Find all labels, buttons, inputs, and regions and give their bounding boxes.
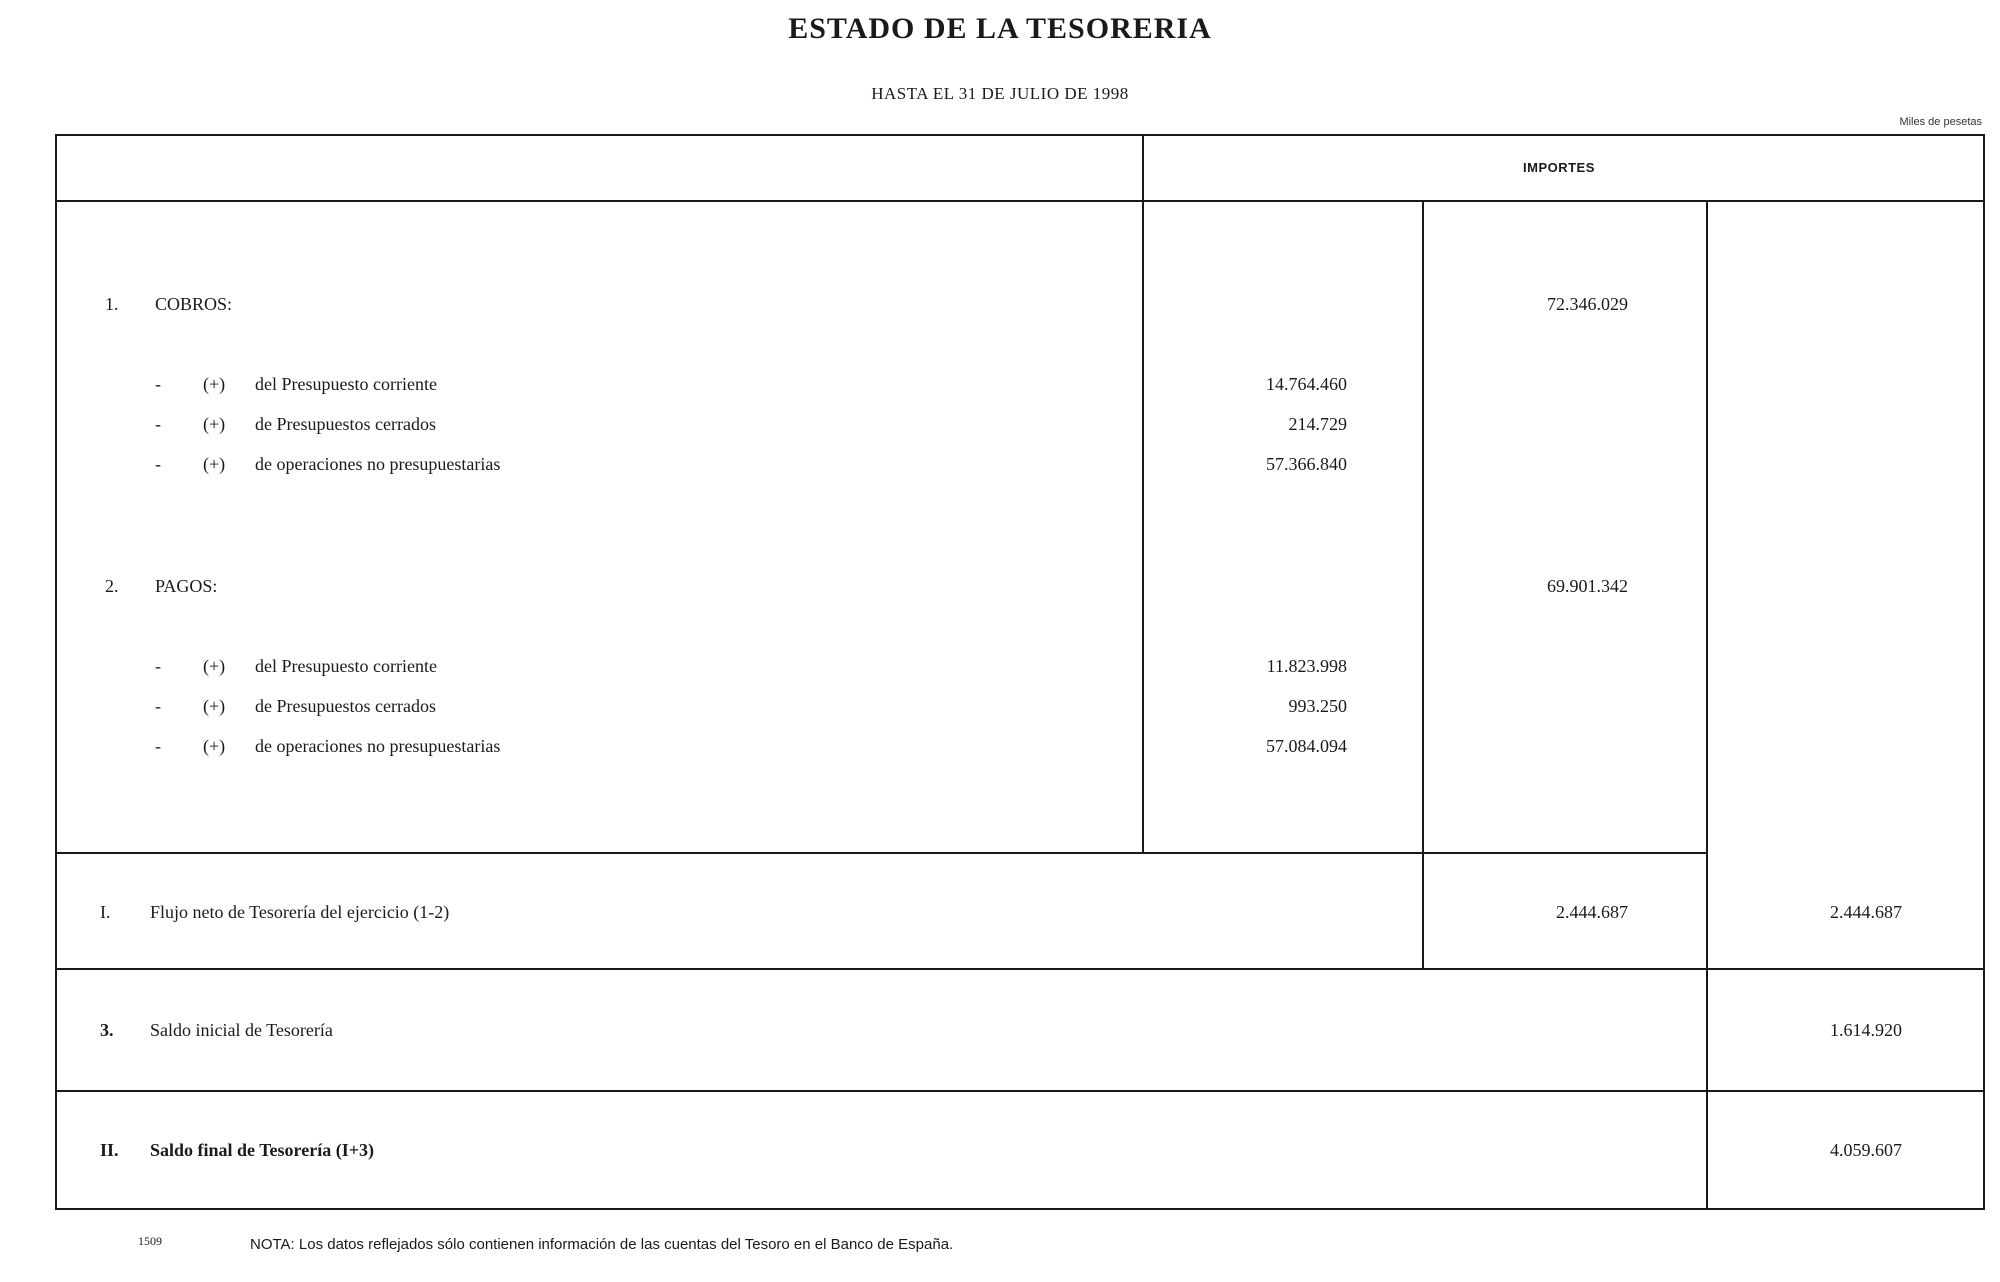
pagos-item-2-dash: - [155, 696, 161, 716]
units-label: Miles de pesetas [1899, 116, 1982, 128]
cobros-item-2-sign: (+) [203, 414, 226, 434]
cobros-item-3-label: de operaciones no presupuestarias [255, 454, 501, 474]
pagos-item-2-sign: (+) [203, 696, 226, 716]
table-top-border [55, 134, 1985, 136]
cobros-item-1-value: 14.764.460 [1266, 374, 1347, 394]
page-number: 1509 [138, 1234, 162, 1248]
label-column-divider [1142, 134, 1144, 852]
saldo-inicial-label: Saldo inicial de Tesorería [150, 1020, 333, 1040]
cobros-item-1-label: del Presupuesto corriente [255, 374, 437, 394]
saldo-inicial-top-border [55, 968, 1985, 970]
table-right-border [1983, 134, 1985, 1210]
cobros-item-3-sign: (+) [203, 454, 226, 474]
pagos-item-2-value: 993.250 [1288, 696, 1347, 716]
pagos-item-2-label: de Presupuestos cerrados [255, 696, 436, 716]
pagos-item-3-dash: - [155, 736, 161, 756]
pagos-total: 69.901.342 [1547, 576, 1628, 596]
saldo-inicial-value: 1.614.920 [1830, 1020, 1902, 1040]
flujo-value-mid: 2.444.687 [1556, 902, 1628, 922]
pagos-item-1-dash: - [155, 656, 161, 676]
cobros-item-3-value: 57.366.840 [1266, 454, 1347, 474]
cobros-total: 72.346.029 [1547, 294, 1628, 314]
saldo-final-top-border [55, 1090, 1985, 1092]
cobros-number: 1. [105, 294, 119, 314]
flujo-value-right: 2.444.687 [1830, 902, 1902, 922]
pagos-item-1-sign: (+) [203, 656, 226, 676]
flujo-label: Flujo neto de Tesorería del ejercicio (1-2) [150, 902, 450, 922]
footnote: NOTA: Los datos reflejados sólo contienen información de las cuentas del Tesoro en el Banco de España. [250, 1236, 954, 1253]
flujo-number: I. [100, 902, 111, 922]
cobros-item-1-sign: (+) [203, 374, 226, 394]
pagos-item-3-label: de operaciones no presupuestarias [255, 736, 501, 756]
cobros-item-2-label: de Presupuestos cerrados [255, 414, 436, 434]
saldo-final-number: II. [100, 1140, 119, 1160]
cobros-item-2-dash: - [155, 414, 161, 434]
pagos-item-1-value: 11.823.998 [1266, 656, 1347, 676]
pagos-label: PAGOS: [155, 576, 218, 596]
header-bottom-border [55, 200, 1985, 202]
table-left-border [55, 134, 57, 1210]
saldo-final-value: 4.059.607 [1830, 1140, 1902, 1160]
pagos-number: 2. [105, 576, 119, 596]
cobros-item-3-dash: - [155, 454, 161, 474]
pagos-item-1-label: del Presupuesto corriente [255, 656, 437, 676]
saldo-inicial-number: 3. [100, 1020, 114, 1040]
page-title: ESTADO DE LA TESORERIA [788, 12, 1212, 45]
pagos-item-3-value: 57.084.094 [1266, 736, 1347, 756]
cobros-item-1-dash: - [155, 374, 161, 394]
cobros-label: COBROS: [155, 294, 233, 314]
page-subtitle: HASTA EL 31 DE JULIO DE 1998 [871, 84, 1129, 103]
table-bottom-border [55, 1208, 1985, 1210]
total-column-divider [1706, 200, 1708, 1210]
pagos-item-3-sign: (+) [203, 736, 226, 756]
saldo-final-label: Saldo final de Tesorería (I+3) [150, 1140, 374, 1160]
importes-header: IMPORTES [1523, 160, 1595, 175]
flujo-top-border [55, 852, 1706, 854]
cobros-item-2-value: 214.729 [1288, 414, 1347, 434]
